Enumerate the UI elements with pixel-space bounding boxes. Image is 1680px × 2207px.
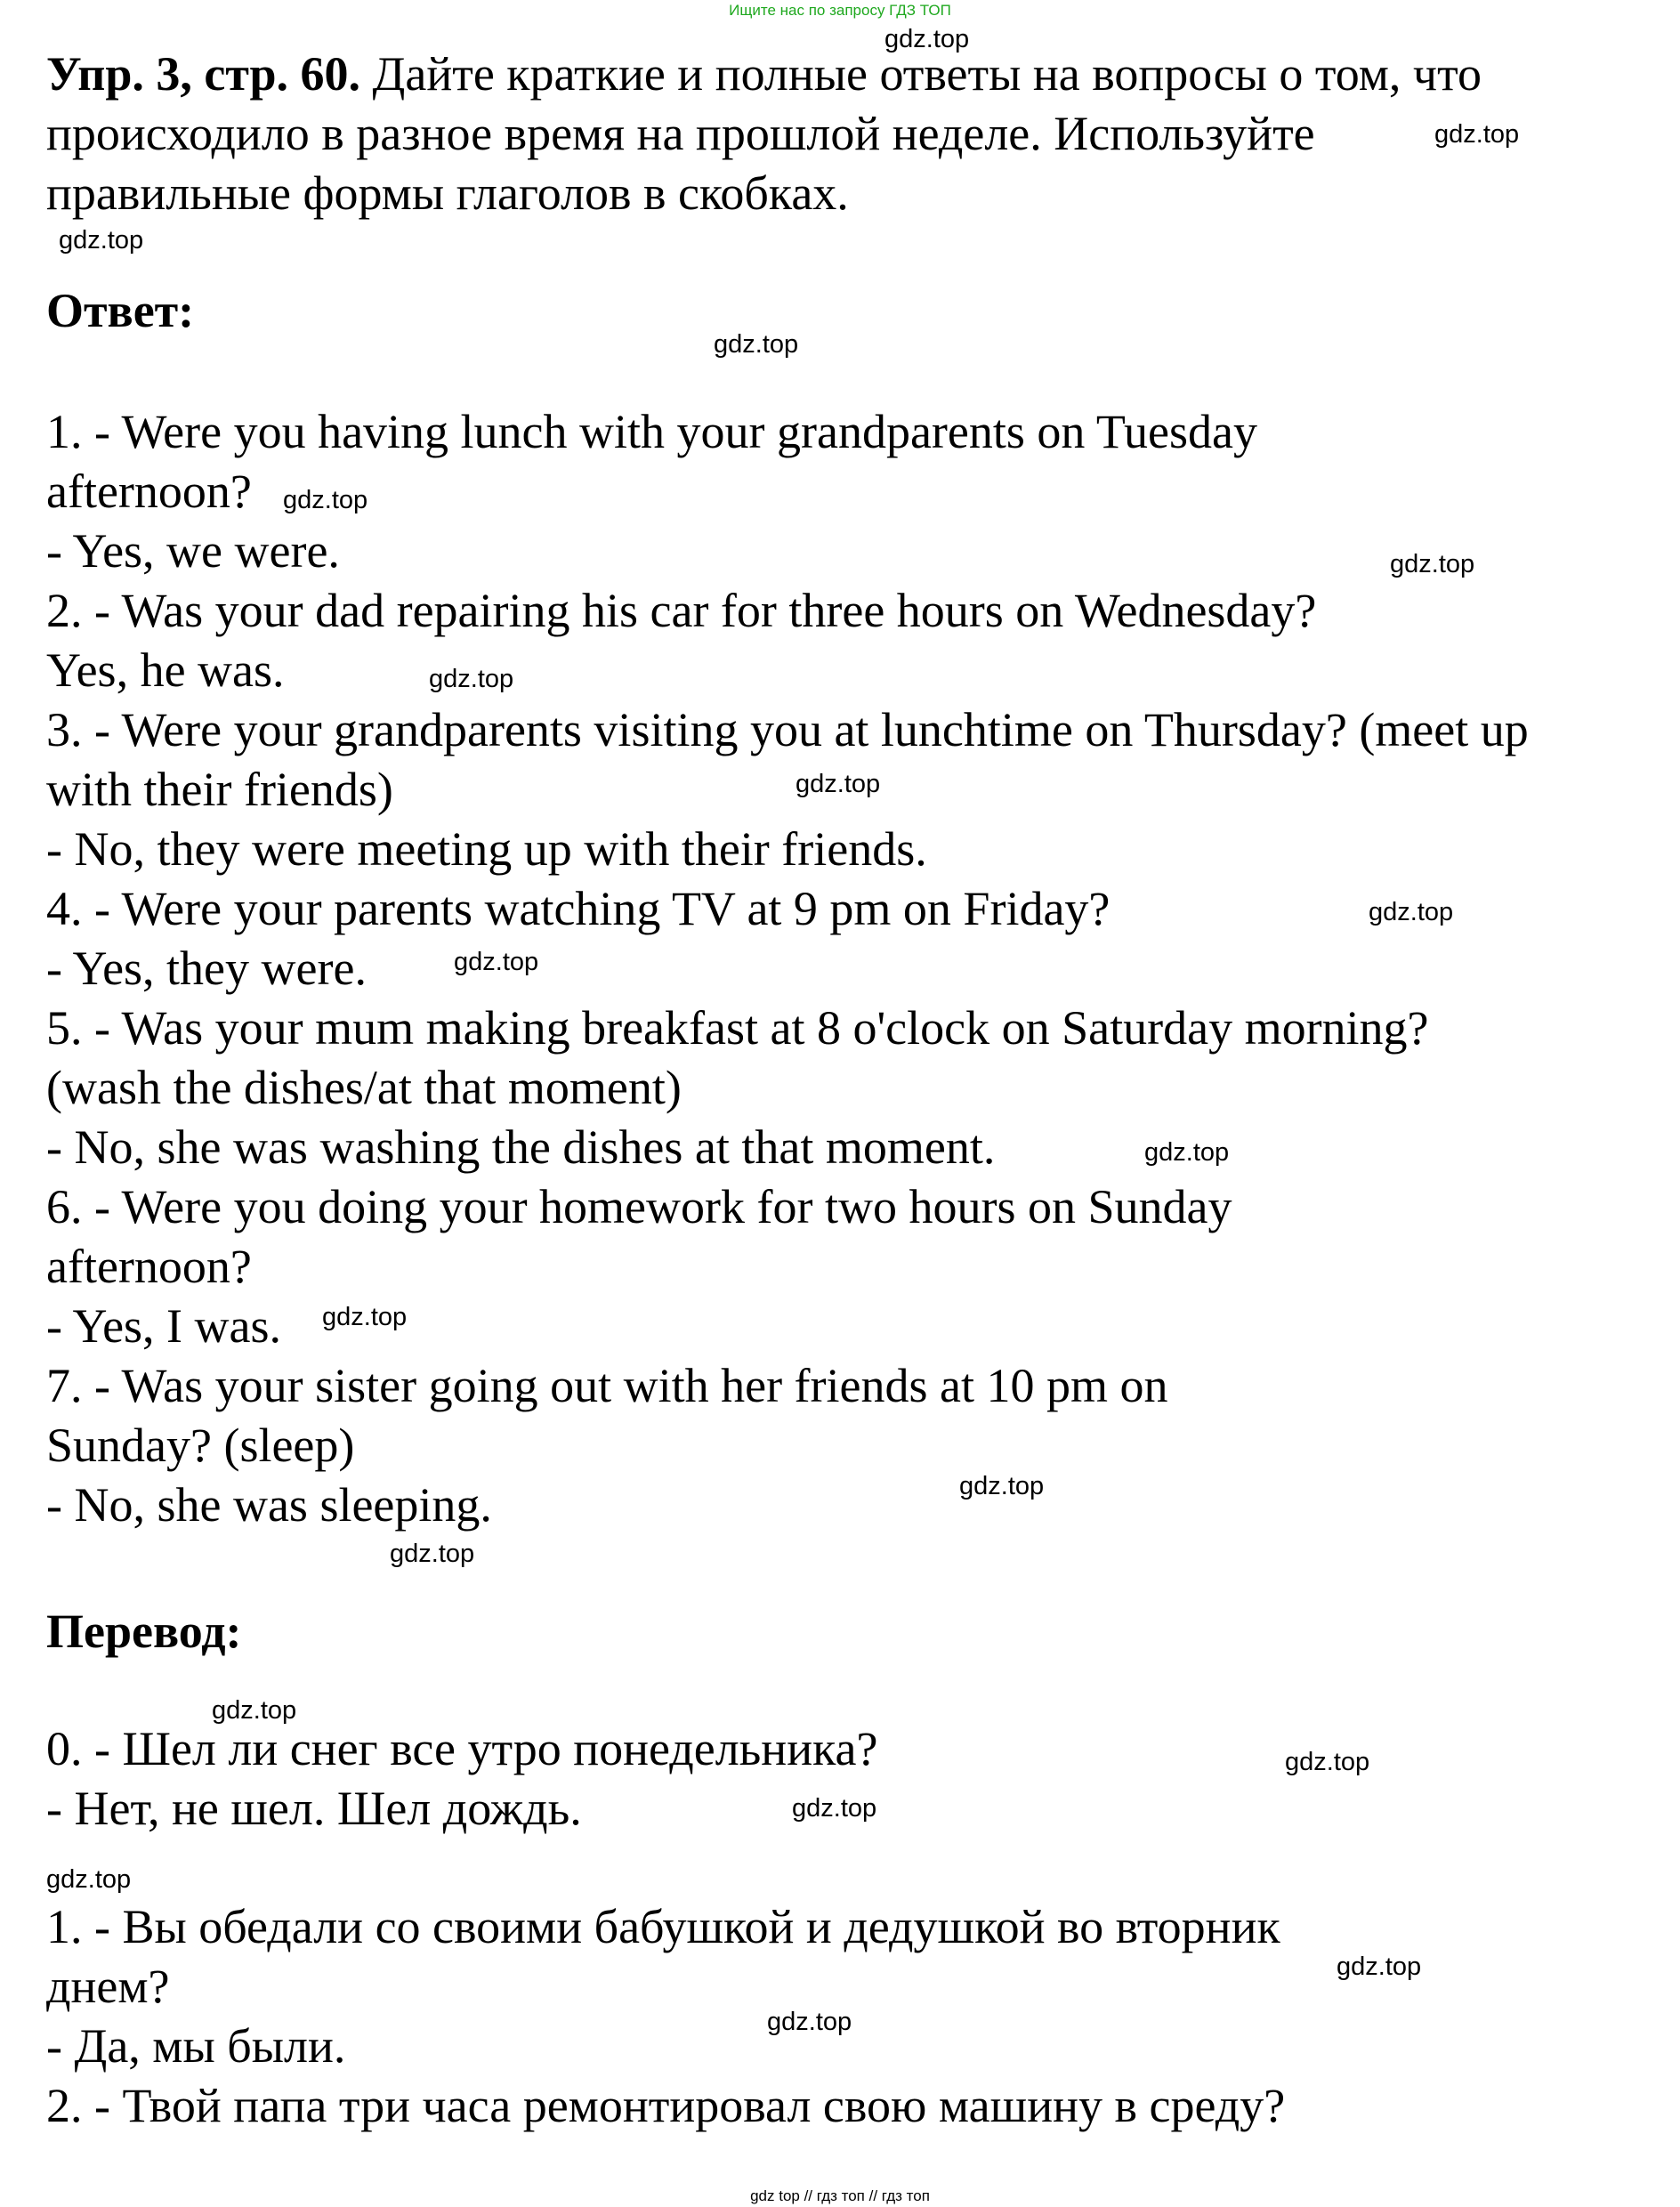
watermark: gdz.top <box>46 1865 132 1894</box>
watermark: gdz.top <box>59 226 144 255</box>
watermark: gdz.top <box>454 948 539 976</box>
answer-line: afternoon? <box>46 1240 252 1293</box>
task-line-2: происходило в разное время на прошлой неделе. Используйте <box>46 107 1315 160</box>
answer-line: 3. - Were your grandparents visiting you at lunchtime on Thursday? (meet up <box>46 703 1529 756</box>
answer-line: 6. - Were you doing your homework for two hours on Sunday <box>46 1180 1232 1233</box>
answer-heading: Ответ: <box>46 284 195 337</box>
watermark: gdz.top <box>1144 1138 1230 1167</box>
answer-line: - Yes, they were. <box>46 942 367 995</box>
translation-line: 2. - Твой папа три часа ремонтировал свою машину в среду? <box>46 2079 1286 2132</box>
answer-line: 7. - Was your sister going out with her friends at 10 pm on <box>46 1359 1168 1412</box>
watermark: gdz.top <box>429 665 514 693</box>
answer-line: Yes, he was. <box>46 643 285 697</box>
watermark: gdz.top <box>322 1303 408 1331</box>
task-label: Упр. 3, стр. 60. <box>46 47 361 101</box>
watermark: gdz.top <box>714 330 799 359</box>
answer-line: 5. - Was your mum making breakfast at 8 o'clock on Saturday morning? <box>46 1001 1429 1055</box>
answer-line: - Yes, I was. <box>46 1299 282 1353</box>
watermark: gdz.top <box>1337 1952 1422 1981</box>
translation-line: 1. - Вы обедали со своими бабушкой и дедушкой во вторник <box>46 1900 1280 1953</box>
task-line-1 <box>46 47 1482 101</box>
watermark: gdz.top <box>390 1540 475 1568</box>
watermark: gdz.top <box>792 1794 877 1823</box>
answer-line: - No, she was washing the dishes at that moment. <box>46 1120 996 1174</box>
watermark: gdz.top <box>283 486 368 514</box>
watermark: gdz.top <box>1369 898 1454 926</box>
answer-line: with their friends) <box>46 763 393 816</box>
watermark: gdz.top <box>1434 120 1520 149</box>
task-text-1: Дайте краткие и полные ответы на вопросы о том, что <box>360 47 1482 101</box>
translation-line: днем? <box>46 1960 170 2013</box>
watermark: gdz.top <box>959 1472 1045 1500</box>
watermark: gdz.top <box>796 770 881 798</box>
translation-heading: Перевод: <box>46 1605 242 1658</box>
answer-line: - No, they were meeting up with their friends. <box>46 822 927 876</box>
watermark: gdz.top <box>884 25 970 53</box>
answer-line: 4. - Were your parents watching TV at 9 pm on Friday? <box>46 882 1111 935</box>
top-banner: Ищите нас по запросу ГДЗ ТОП <box>729 2 951 19</box>
translation-line: - Да, мы были. <box>46 2019 346 2073</box>
answer-line: 1. - Were you having lunch with your grandparents on Tuesday <box>46 405 1257 458</box>
footer-text: gdz top // гдз топ // гдз топ <box>750 2187 930 2204</box>
translation-line: 0. - Шел ли снег все утро понедельника? <box>46 1722 878 1775</box>
answer-line: (wash the dishes/at that moment) <box>46 1061 682 1114</box>
watermark: gdz.top <box>1285 1748 1370 1776</box>
answer-line: Sunday? (sleep) <box>46 1419 355 1472</box>
answer-line: afternoon? <box>46 465 252 518</box>
translation-line: - Нет, не шел. Шел дождь. <box>46 1782 582 1835</box>
answer-line: 2. - Was your dad repairing his car for three hours on Wednesday? <box>46 584 1317 637</box>
task-line-3: правильные формы глаголов в скобках. <box>46 166 849 220</box>
watermark: gdz.top <box>212 1696 297 1725</box>
watermark: gdz.top <box>1390 550 1475 578</box>
answer-line: - Yes, we were. <box>46 524 340 578</box>
answer-line: - No, she was sleeping. <box>46 1478 492 1532</box>
watermark: gdz.top <box>767 2008 852 2036</box>
